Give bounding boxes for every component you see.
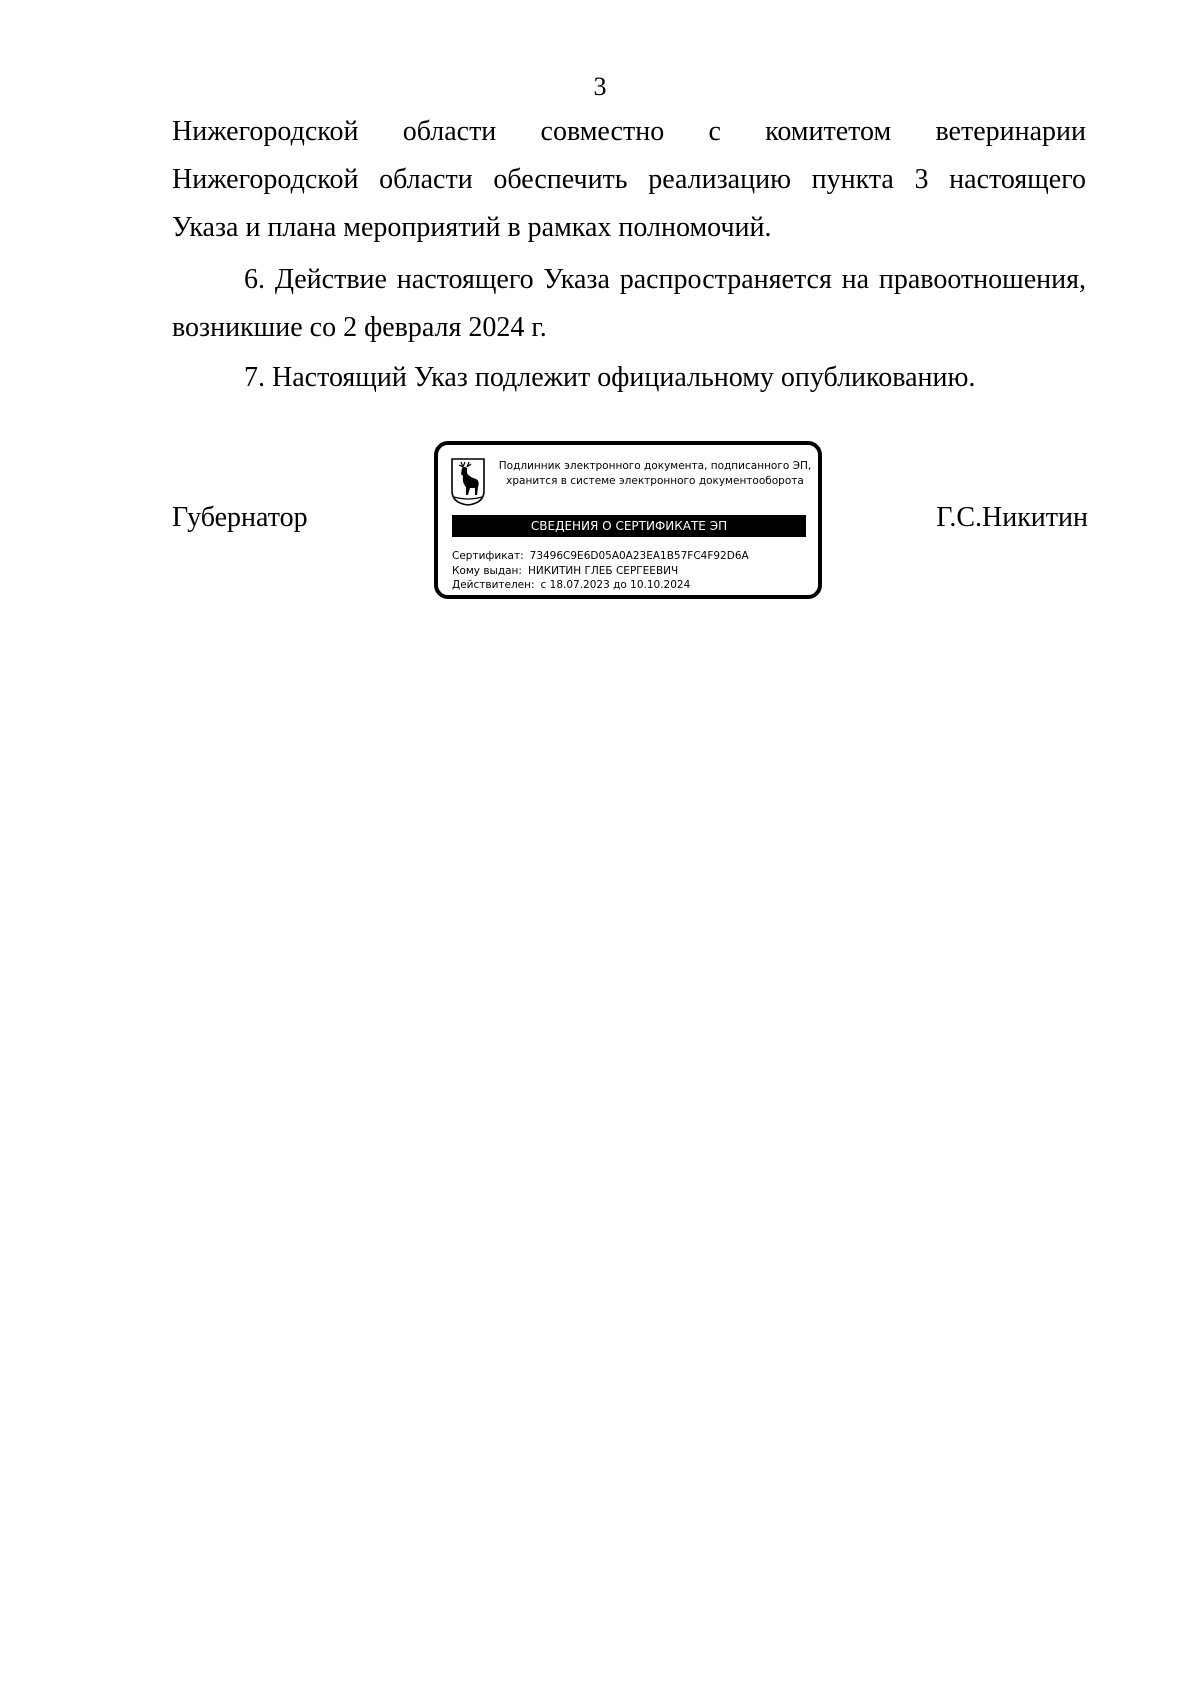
stamp-header-line: хранится в системе электронного документооборота (506, 475, 804, 487)
certificate-value: 73496C9E6D05A0A23EA1B57FC4F92D6A (529, 550, 749, 562)
word: с (708, 116, 721, 147)
word: Нижегородской (172, 116, 359, 147)
deer-coat-of-arms-icon (450, 457, 486, 507)
paragraph-7: 7. Настоящий Указ подлежит официальному опубликованию. (244, 362, 976, 393)
stamp-header (492, 459, 818, 489)
issued-to-value: НИКИТИН ГЛЕБ СЕРГЕЕВИЧ (527, 564, 679, 577)
paragraph-5-continuation (172, 108, 1086, 252)
validity-row (452, 578, 749, 593)
signer-position: Губернатор (172, 502, 308, 533)
paragraph-5-line-1 (172, 108, 1086, 156)
certificate-row (452, 549, 749, 564)
validity-label: Действителен: (452, 579, 535, 591)
signer-name: Г.С.Никитин (936, 502, 1088, 533)
paragraph-5-line-2: Нижегородской области обеспечить реализацию пункта 3 настоящего (172, 164, 1086, 195)
word: ветеринарии (935, 116, 1086, 147)
page-number: 3 (593, 72, 607, 101)
electronic-signature-stamp (434, 441, 822, 599)
stamp-header-line: Подлинник электронного документа, подписанного ЭП, (498, 460, 812, 472)
certificate-details (452, 549, 749, 593)
paragraph-6: 6. Действие настоящего Указа распространяется на правоотношения, возникшие со 2 февраля 2024 г. (172, 264, 1086, 343)
certificate-label: Сертификат: (452, 550, 524, 562)
issued-to-row (452, 564, 749, 579)
stamp-title-bar: СВЕДЕНИЯ О СЕРТИФИКАТЕ ЭП (452, 515, 806, 537)
word: совместно (540, 116, 665, 147)
validity-value: с 18.07.2023 до 10.10.2024 (540, 579, 691, 591)
word: комитетом (765, 116, 892, 147)
paragraph-5-line-3: Указа и плана мероприятий в рамках полномочий. (172, 212, 772, 243)
issued-to-label: Кому выдан: (452, 564, 522, 577)
word: области (402, 116, 497, 147)
